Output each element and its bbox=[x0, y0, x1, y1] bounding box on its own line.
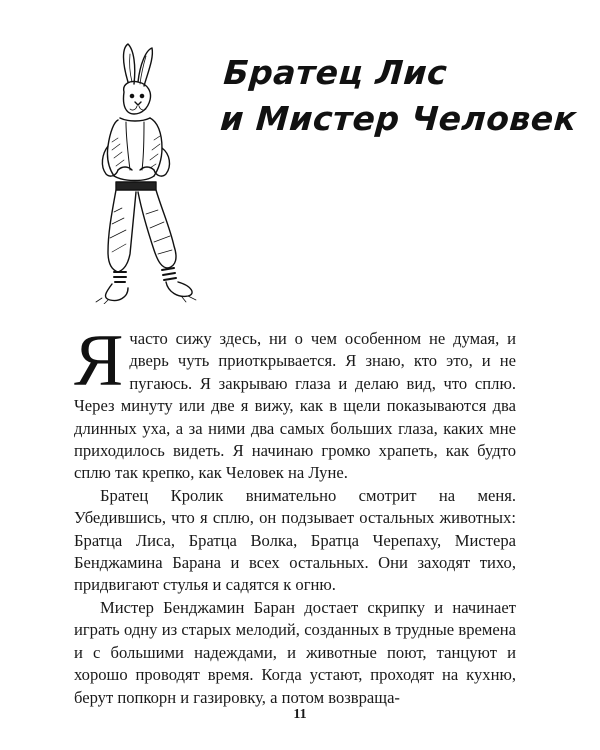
paragraph-2: Братец Кролик внимательно смотрит на меня. Убедившись, что я сплю, он подзывает остальных животных: Братца Лиса, Братца Волка, Братца Черепаху, Мистера Бенджамина Барана и всех остальных. Они заходят тихо, придвигают стулья и садятся к огню. bbox=[74, 485, 516, 595]
rabbit-illustration bbox=[88, 42, 214, 304]
chapter-body bbox=[74, 320, 516, 709]
chapter-title-line-1: Братец Лис bbox=[222, 53, 449, 92]
paragraph-1-text: часто сижу здесь, ни о чем особенном не думая, и дверь чуть приоткрывается. Я знаю, кто это, и не пугаюсь. Я закрываю глаза и делаю вид, что сплю. Через минуту или две я вижу, как в щели показываются два длинных уха, а за ними два самых больших глаза, каких мне приходилось видеть. Я начинаю громко храпеть, как будто сплю так крепко, как Человек на Луне. bbox=[74, 329, 516, 483]
drop-cap: Я bbox=[74, 320, 124, 402]
chapter-title bbox=[219, 50, 585, 142]
paragraph-3: Мистер Бенджамин Баран достает скрипку и начинает играть одну из старых мелодий, созданных в трудные времена и с большими надеждами, и животные поют, танцуют и хорошо проводят время. Когда устают, проходят на кухню, берут попкорн и газировку, а потом возвраща- bbox=[74, 597, 516, 707]
chapter-title-line-2: и Мистер Человек bbox=[219, 99, 579, 138]
page-number: 11 bbox=[293, 707, 307, 722]
paragraph-1 bbox=[74, 320, 516, 485]
